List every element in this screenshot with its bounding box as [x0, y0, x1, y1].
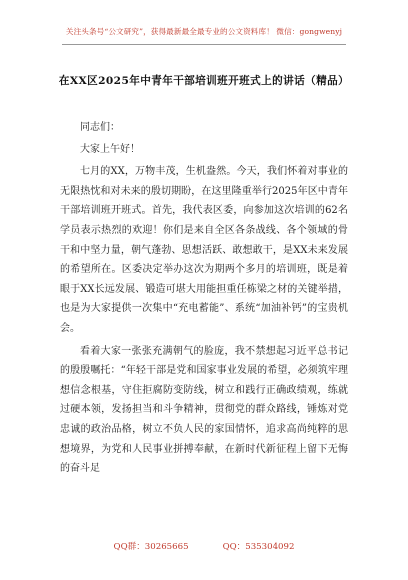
document-body [60, 118, 348, 482]
header-notice: 关注头条号“公文研究”，获得最新最全最专业的公文资料库！ 微信：gongwenyj [65, 27, 343, 36]
footer-contacts [0, 540, 408, 552]
header-divider [62, 44, 346, 45]
salutation: 同志们： [80, 122, 120, 133]
footer-qq-group: QQ群：30265665 [113, 542, 189, 552]
paragraph-2: 看着大家一张张充满朝气的脸庞，我不禁想起习近平总书记的殷殷嘱托：“年轻干部是党和国家事业发展的希望，必须筑牢理想信念根基，守住拒腐防变防线，树立和践行正确政绩观，练就过硬本领，发扬担当和斗争精神，贯彻党的群众路线，锤炼对党忠诚的政治品格，树立不负人民的家国情怀，追求高尚纯粹的思想境界，为党和人民事业拼搏奉献，在新时代新征程上留下无悔的奋斗足 [60, 345, 348, 475]
greeting: 大家上午好！ [80, 143, 140, 155]
paragraph-1: 七月的XX，万物丰茂，生机盎然。今天，我们怀着对事业的无限热忱和对未来的殷切期盼，在这里隆重举行2025年区中青年干部培训班开班式。首先，我代表区委，向参加这次培训的62名学员表示热烈的欢迎！你们是来自全区各条战线、各个领域的骨干和中坚力量，朝气蓬勃、思想活跃、敢想敢干，是XX未来发展的希望所在。区委决定举办这次为期两个多月的培训班，既是着眼于XX长远发展、锻造可堪大用能担重任栋梁之材的关键举措，也是为大家提供一次集中“充电蓄能”、系统“加油补钙”的宝贵机会。 [60, 166, 348, 334]
footer-qq: QQ：535304092 [222, 542, 295, 552]
document-title: 在XX区2025年中青年干部培训班开班式上的讲话（精品） [58, 75, 350, 87]
